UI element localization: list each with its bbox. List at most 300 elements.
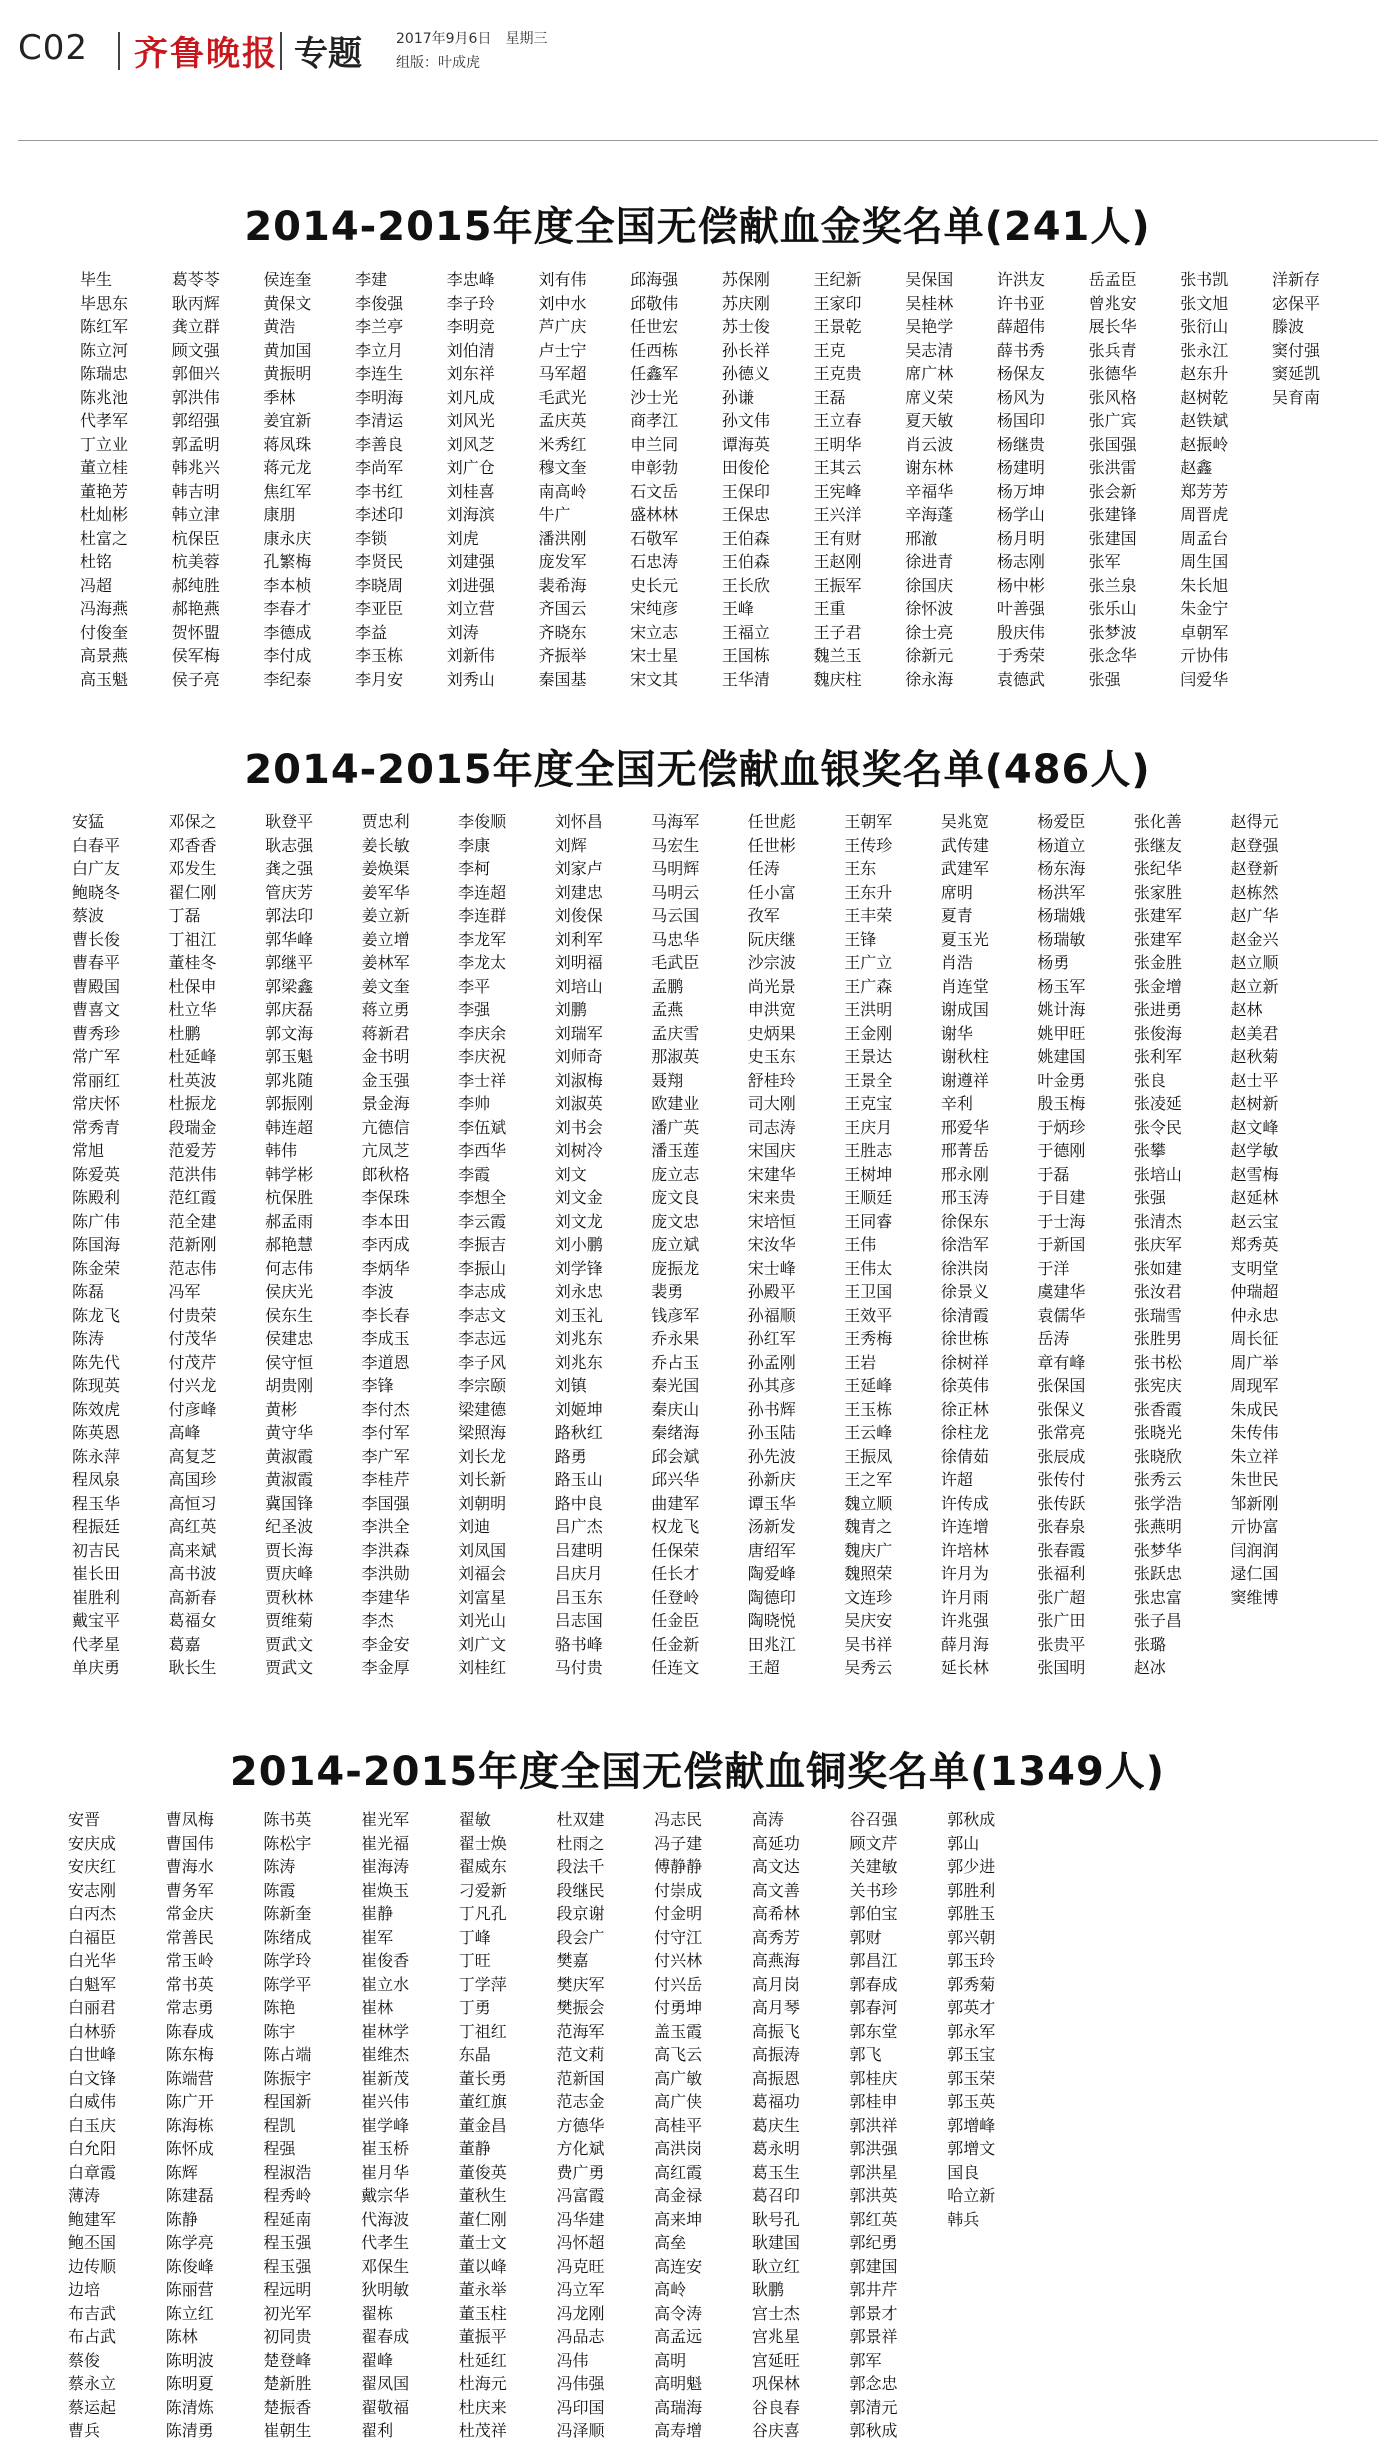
honoree-name: 杜富之 <box>80 528 129 548</box>
honoree-name: 方化斌 <box>556 2139 605 2158</box>
honoree-name: 王华清 <box>721 669 770 689</box>
honoree-name: 陈广开 <box>165 2092 214 2111</box>
honoree-name: 赵立新 <box>1230 976 1279 996</box>
honoree-name: 张建国 <box>1088 528 1137 548</box>
honoree-name: 贾忠利 <box>361 812 410 831</box>
honoree-name: 宋立志 <box>630 622 679 642</box>
honoree-name: 于新国 <box>1037 1235 1086 1254</box>
honoree-name: 亢德信 <box>361 1117 410 1137</box>
honoree-name: 陈现英 <box>72 1376 121 1395</box>
honoree-name: 郭文海 <box>265 1023 314 1043</box>
honoree-name: 常秀青 <box>72 1117 121 1137</box>
honoree-name: 郭继平 <box>265 953 314 972</box>
honoree-name: 郭绍强 <box>171 411 220 430</box>
honoree-name: 蔡永立 <box>68 2374 117 2393</box>
honoree-name: 张汝君 <box>1133 1282 1182 1301</box>
honoree-name: 张培山 <box>1133 1164 1182 1184</box>
honoree-name: 王重 <box>813 599 846 618</box>
honoree-name: 郭孟明 <box>171 434 220 454</box>
honoree-name: 布占武 <box>68 2327 117 2346</box>
honoree-name: 李强 <box>458 1000 491 1019</box>
honoree-name: 郭军 <box>849 2350 882 2370</box>
honoree-name: 王有财 <box>813 528 862 548</box>
honoree-name: 李霞 <box>458 1164 491 1184</box>
honoree-name: 蔡俊 <box>68 2350 101 2370</box>
honoree-name: 刘姬坤 <box>554 1399 603 1419</box>
honoree-name: 姜军华 <box>361 882 410 902</box>
honoree-name: 滕波 <box>1271 317 1304 336</box>
honoree-name: 高书波 <box>168 1564 217 1583</box>
honoree-name: 郭伯宝 <box>849 1904 898 1923</box>
honoree-name: 李春才 <box>263 599 312 618</box>
honoree-name: 张会新 <box>1088 481 1137 501</box>
honoree-name: 安志刚 <box>68 1880 117 1900</box>
honoree-name: 张良 <box>1133 1070 1166 1090</box>
honoree-name: 康朋 <box>263 505 296 524</box>
honoree-name: 高恒习 <box>168 1493 217 1513</box>
honoree-name: 徐柱龙 <box>940 1423 989 1442</box>
honoree-name: 王景全 <box>844 1070 893 1090</box>
honoree-name: 耿志强 <box>265 835 314 855</box>
honoree-name: 王朝军 <box>844 812 893 831</box>
honoree-name: 黄振明 <box>263 364 312 383</box>
honoree-name: 董红旗 <box>458 2092 507 2111</box>
honoree-name: 王卫国 <box>844 1282 893 1301</box>
honoree-name: 曹春平 <box>72 953 121 972</box>
honoree-name: 王克贵 <box>813 364 862 383</box>
honoree-name: 李玉栋 <box>355 646 404 665</box>
honoree-name: 庞发军 <box>538 552 587 571</box>
honoree-name: 岳涛 <box>1037 1329 1070 1348</box>
honoree-name: 范新刚 <box>168 1235 217 1254</box>
honoree-name: 孙其彦 <box>747 1376 796 1395</box>
honoree-name: 陈广伟 <box>72 1211 121 1231</box>
honoree-name: 宋培恒 <box>747 1211 796 1231</box>
honoree-name: 安庆成 <box>68 1833 117 1853</box>
honoree-name: 杨学山 <box>996 505 1045 524</box>
honoree-name: 刘辉 <box>554 835 587 855</box>
honoree-name: 庞文忠 <box>651 1211 700 1231</box>
honoree-name: 侯守恒 <box>265 1352 314 1372</box>
honoree-name: 姜立增 <box>361 929 410 949</box>
honoree-name: 陈学亮 <box>165 2233 214 2252</box>
honoree-name: 刘小鹏 <box>554 1235 603 1254</box>
honoree-name: 张清杰 <box>1133 1211 1182 1231</box>
honoree-name: 郭景才 <box>849 2303 898 2323</box>
honoree-name: 苏士俊 <box>721 317 770 336</box>
honoree-name: 樊嘉 <box>556 1951 589 1970</box>
honoree-name: 卢士宁 <box>538 340 587 360</box>
honoree-name: 李锁 <box>355 528 388 548</box>
honoree-name: 杜延峰 <box>168 1047 217 1066</box>
honoree-name: 曹海水 <box>165 1857 214 1876</box>
honoree-name: 孙先波 <box>747 1446 796 1466</box>
honoree-name: 付兴林 <box>654 1951 703 1970</box>
masthead-divider <box>280 32 282 70</box>
honoree-name: 郭飞 <box>849 2045 882 2064</box>
honoree-name: 崔朝生 <box>263 2421 312 2440</box>
honoree-name: 冯印国 <box>556 2397 605 2417</box>
honoree-name: 杨玉军 <box>1037 976 1086 996</box>
honoree-name: 朱立祥 <box>1230 1446 1279 1466</box>
honoree-name: 张国明 <box>1037 1658 1086 1677</box>
honoree-name: 付彦峰 <box>168 1399 217 1419</box>
honoree-name: 权龙飞 <box>651 1517 700 1536</box>
honoree-name: 孙文伟 <box>721 411 770 430</box>
honoree-name: 段京谢 <box>556 1904 605 1923</box>
honoree-name: 高岭 <box>654 2280 687 2299</box>
honoree-name: 孟鹏 <box>651 976 684 996</box>
honoree-name: 常玉岭 <box>165 1951 214 1970</box>
honoree-name: 刘家卢 <box>554 859 603 878</box>
honoree-name: 陈春成 <box>165 2021 214 2041</box>
honoree-name: 冯富霞 <box>556 2186 605 2205</box>
honoree-name: 陈清勇 <box>165 2421 214 2440</box>
honoree-name: 张书凯 <box>1180 270 1229 289</box>
honoree-name: 陈红军 <box>80 317 129 336</box>
honoree-name: 李建华 <box>361 1587 410 1607</box>
honoree-name: 郭洪英 <box>849 2186 898 2205</box>
honoree-name: 张庆军 <box>1133 1235 1182 1254</box>
honoree-name: 陈兆池 <box>80 387 129 407</box>
honoree-name: 李康 <box>458 835 491 855</box>
honoree-name: 仲永忠 <box>1230 1305 1279 1325</box>
honoree-name: 张念华 <box>1088 646 1137 665</box>
honoree-name: 陈海栋 <box>165 2115 214 2135</box>
honoree-name: 许连增 <box>940 1517 989 1536</box>
honoree-name: 夏天敏 <box>905 411 954 430</box>
honoree-name: 楚登峰 <box>263 2350 312 2370</box>
honoree-name: 付茂华 <box>168 1329 217 1348</box>
honoree-name: 李俊强 <box>355 293 404 313</box>
honoree-name: 郭增文 <box>947 2139 996 2158</box>
honoree-name: 徐英伟 <box>940 1376 989 1395</box>
honoree-name: 高令涛 <box>654 2303 703 2323</box>
honoree-name: 崔月华 <box>361 2162 410 2182</box>
honoree-name: 刘朝明 <box>458 1493 507 1513</box>
honoree-name: 路玉山 <box>554 1470 603 1489</box>
honoree-name: 杜庆来 <box>458 2397 507 2417</box>
honoree-name: 耿丙辉 <box>171 293 220 313</box>
honoree-name: 王伯森 <box>721 528 770 548</box>
honoree-name: 肖浩 <box>940 953 973 972</box>
honoree-name: 龚立群 <box>171 317 220 336</box>
honoree-name: 宋士星 <box>630 646 679 665</box>
honoree-name: 杜双建 <box>556 1810 605 1829</box>
honoree-name: 李想全 <box>458 1188 507 1207</box>
honoree-name: 范全建 <box>168 1211 217 1231</box>
honoree-name: 李伍斌 <box>458 1117 507 1137</box>
honoree-name: 叶金勇 <box>1037 1070 1086 1090</box>
honoree-name: 张辰成 <box>1037 1446 1086 1466</box>
honoree-name: 张进勇 <box>1133 1000 1182 1019</box>
honoree-name: 高振恩 <box>751 2068 800 2088</box>
honoree-name: 李清运 <box>355 411 404 430</box>
honoree-name: 李西华 <box>458 1141 507 1160</box>
honoree-name: 张强 <box>1088 669 1121 689</box>
honoree-name: 王伟 <box>844 1235 877 1254</box>
honoree-name: 翟春成 <box>361 2327 410 2346</box>
honoree-name: 刘文龙 <box>554 1211 603 1231</box>
honoree-name: 高文善 <box>751 1880 800 1900</box>
honoree-name: 董立桂 <box>80 458 129 477</box>
honoree-name: 杜雨之 <box>556 1833 605 1853</box>
honoree-name: 李振吉 <box>458 1235 507 1254</box>
honoree-name: 马海军 <box>651 812 700 831</box>
honoree-name: 程远明 <box>263 2280 312 2299</box>
honoree-name: 郭秋成 <box>947 1810 996 1829</box>
honoree-name: 丁旺 <box>458 1951 491 1970</box>
honoree-name: 蒋立勇 <box>361 1000 410 1019</box>
honoree-name: 裴勇 <box>651 1282 684 1301</box>
honoree-name: 任金新 <box>651 1634 700 1654</box>
honoree-name: 赵得元 <box>1230 812 1279 831</box>
honoree-name: 李书红 <box>355 481 404 501</box>
honoree-name: 李立月 <box>355 340 404 360</box>
honoree-name: 刘淑英 <box>554 1094 603 1113</box>
honoree-name: 崔新茂 <box>361 2068 410 2088</box>
honoree-name: 耿登平 <box>265 812 314 831</box>
honoree-name: 韩学彬 <box>265 1164 314 1184</box>
honoree-name: 范海军 <box>556 2021 605 2041</box>
honoree-name: 狄明敏 <box>361 2280 410 2299</box>
honoree-name: 杜延红 <box>458 2350 507 2370</box>
honoree-name: 郭红英 <box>849 2209 898 2229</box>
honoree-name: 张晓光 <box>1133 1423 1182 1442</box>
honoree-name: 李丙成 <box>361 1235 410 1254</box>
honoree-name: 许超 <box>940 1470 973 1489</box>
honoree-name: 薛超伟 <box>996 317 1045 336</box>
honoree-name: 葛召印 <box>751 2186 800 2205</box>
honoree-name: 高明 <box>654 2350 687 2370</box>
honoree-name: 安庆红 <box>68 1857 117 1876</box>
honoree-name: 陈学玲 <box>263 1951 312 1970</box>
honoree-name: 任世宏 <box>630 317 679 336</box>
honoree-name: 王效平 <box>844 1305 893 1325</box>
honoree-name: 任金臣 <box>651 1611 700 1630</box>
honoree-name: 王子君 <box>813 622 862 642</box>
honoree-name: 董振平 <box>458 2327 507 2346</box>
honoree-name: 高红英 <box>168 1517 217 1536</box>
honoree-name: 丁学萍 <box>458 1974 507 1994</box>
honoree-name: 张春霞 <box>1037 1540 1086 1560</box>
honoree-name: 葛永明 <box>751 2139 800 2158</box>
honoree-name: 张跃忠 <box>1133 1564 1182 1583</box>
honoree-name: 梁建德 <box>458 1399 507 1419</box>
honoree-name: 韩立津 <box>171 505 220 524</box>
honoree-name: 白文锋 <box>68 2068 117 2088</box>
honoree-name: 赵树新 <box>1230 1094 1279 1113</box>
honoree-name: 席明 <box>940 882 973 902</box>
honoree-name: 赵广华 <box>1230 906 1279 925</box>
honoree-name: 尚光景 <box>747 976 796 996</box>
honoree-name: 郝艳慧 <box>265 1235 314 1254</box>
honoree-name: 陈学平 <box>263 1974 312 1994</box>
honoree-name: 申兰同 <box>630 434 679 454</box>
honoree-name: 刘怀昌 <box>554 812 603 831</box>
honoree-name: 高孟远 <box>654 2327 703 2346</box>
honoree-name: 吴保国 <box>905 270 954 289</box>
honoree-name: 谷庆喜 <box>751 2421 800 2440</box>
honoree-name: 董静 <box>458 2139 491 2158</box>
honoree-name: 杨东海 <box>1037 859 1086 878</box>
honoree-name: 郭洪强 <box>849 2139 898 2158</box>
header-rule <box>18 140 1378 141</box>
honoree-name: 崔兴伟 <box>361 2092 410 2111</box>
honoree-name: 赵立顺 <box>1230 953 1279 972</box>
honoree-name: 翟士焕 <box>458 1833 507 1853</box>
honoree-name: 曲建军 <box>651 1493 700 1513</box>
honoree-name: 张凌延 <box>1133 1094 1182 1113</box>
honoree-name: 冯军 <box>168 1282 201 1301</box>
honoree-name: 高峰 <box>168 1423 201 1442</box>
honoree-name: 孙红军 <box>747 1329 796 1348</box>
honoree-name: 赵登强 <box>1230 835 1279 855</box>
gold-list-title: 2014-2015年度全国无偿献血金奖名单(241人) <box>244 204 1151 250</box>
honoree-name: 朱金宁 <box>1180 599 1229 618</box>
honoree-name: 梁照海 <box>458 1423 507 1442</box>
honoree-name: 高文达 <box>751 1857 800 1876</box>
honoree-name: 曾兆安 <box>1088 293 1137 313</box>
honoree-name: 李述印 <box>355 505 404 524</box>
issue-date: 2017年9月6日 星期三 <box>396 31 548 47</box>
honoree-name: 王峰 <box>721 599 754 618</box>
honoree-name: 王玉栋 <box>844 1399 893 1419</box>
honoree-name: 李桂芹 <box>361 1470 410 1489</box>
honoree-name: 冯品志 <box>556 2327 605 2346</box>
honoree-name: 付兴龙 <box>168 1376 217 1395</box>
honoree-name: 黄淑霞 <box>265 1470 314 1489</box>
honoree-name: 李忠峰 <box>446 270 495 289</box>
honoree-name: 申彰勃 <box>630 458 679 477</box>
honoree-name: 崔林 <box>361 1998 394 2017</box>
honoree-name: 郭振刚 <box>265 1094 314 1113</box>
honoree-name: 杜鹏 <box>168 1023 201 1043</box>
honoree-name: 常广军 <box>72 1047 121 1066</box>
honoree-name: 代孝星 <box>72 1634 121 1654</box>
honoree-name: 亢凤芝 <box>361 1141 410 1160</box>
honoree-name: 韩伟 <box>265 1141 298 1160</box>
honoree-name: 张建军 <box>1133 906 1182 925</box>
honoree-name: 袁德武 <box>996 669 1045 689</box>
honoree-name: 米秀红 <box>538 434 587 454</box>
honoree-name: 李晓周 <box>355 575 404 595</box>
honoree-name: 孙福顺 <box>747 1305 796 1325</box>
honoree-name: 崔光军 <box>361 1810 410 1829</box>
honoree-name: 陈绪成 <box>263 1927 312 1947</box>
honoree-name: 代孝军 <box>80 411 129 430</box>
honoree-name: 辛利 <box>940 1094 973 1113</box>
honoree-name: 殷玉梅 <box>1037 1094 1086 1113</box>
honoree-name: 李振山 <box>458 1258 507 1278</box>
honoree-name: 刘新伟 <box>446 646 495 665</box>
honoree-name: 崔立水 <box>361 1974 410 1994</box>
honoree-name: 亓协富 <box>1230 1517 1279 1536</box>
honoree-name: 任世彪 <box>747 812 796 831</box>
honoree-name: 曹国伟 <box>165 1833 214 1853</box>
honoree-name: 白丙杰 <box>68 1904 117 1923</box>
honoree-name: 黄守华 <box>265 1423 314 1442</box>
honoree-name: 王兴洋 <box>813 505 862 524</box>
honoree-name: 郭洪星 <box>849 2162 898 2182</box>
honoree-name: 刘师奇 <box>554 1047 603 1066</box>
honoree-name: 刘立营 <box>446 599 495 618</box>
honoree-name: 高桂平 <box>654 2115 703 2135</box>
honoree-name: 董以峰 <box>458 2256 507 2276</box>
honoree-name: 安晋 <box>68 1810 101 1829</box>
honoree-name: 高月岗 <box>751 1974 800 1994</box>
honoree-name: 卓朝军 <box>1180 622 1229 642</box>
honoree-name: 殷庆伟 <box>996 622 1045 642</box>
honoree-name: 聂翔 <box>651 1070 684 1090</box>
honoree-name: 何志伟 <box>265 1258 314 1278</box>
honoree-name: 程国新 <box>263 2092 312 2111</box>
honoree-name: 刘广仓 <box>446 458 495 477</box>
honoree-name: 宫士杰 <box>751 2303 800 2323</box>
honoree-name: 刘兆东 <box>554 1329 603 1348</box>
honoree-name: 姚计海 <box>1037 1000 1086 1019</box>
honoree-name: 薛月海 <box>940 1634 989 1654</box>
honoree-name: 高月琴 <box>751 1998 800 2017</box>
honoree-name: 初吉民 <box>72 1540 121 1560</box>
honoree-name: 邱兴华 <box>651 1470 700 1489</box>
honoree-name: 王广立 <box>844 953 893 972</box>
honoree-name: 潘广英 <box>651 1117 700 1137</box>
honoree-name: 李波 <box>361 1282 394 1301</box>
honoree-name: 刘淑梅 <box>554 1070 603 1090</box>
honoree-name: 宫兆星 <box>751 2327 800 2346</box>
honoree-name: 于洋 <box>1037 1258 1070 1278</box>
honoree-name: 张春泉 <box>1037 1517 1086 1536</box>
honoree-name: 李洪森 <box>361 1540 410 1560</box>
honoree-name: 曹兵 <box>68 2421 101 2440</box>
honoree-name: 李亚臣 <box>355 599 404 618</box>
honoree-name: 武建军 <box>940 859 989 878</box>
honoree-name: 吕玉东 <box>554 1587 603 1607</box>
honoree-name: 曹长俊 <box>72 929 121 949</box>
honoree-name: 董金昌 <box>458 2115 507 2135</box>
honoree-name: 庞振龙 <box>651 1258 700 1278</box>
honoree-name: 陈振宇 <box>263 2068 312 2088</box>
honoree-name: 冯志民 <box>654 1810 703 1829</box>
honoree-name: 窦延凯 <box>1271 364 1320 383</box>
honoree-name: 杨道立 <box>1037 835 1086 855</box>
honoree-name: 李金厚 <box>361 1658 410 1677</box>
honoree-name: 刘桂喜 <box>446 481 495 501</box>
honoree-name: 陈立红 <box>165 2303 214 2323</box>
honoree-name: 王景乾 <box>813 317 862 336</box>
honoree-name: 白福臣 <box>68 1927 117 1947</box>
honoree-name: 程秀岭 <box>263 2186 312 2205</box>
honoree-name: 张建军 <box>1133 929 1182 949</box>
honoree-name: 冯立军 <box>556 2280 605 2299</box>
honoree-name: 孙玉陆 <box>747 1423 796 1442</box>
honoree-name: 贾武文 <box>265 1658 314 1677</box>
honoree-name: 郭玉荣 <box>947 2068 996 2088</box>
honoree-name: 赵延林 <box>1230 1188 1279 1207</box>
honoree-name: 崔俊香 <box>361 1951 410 1970</box>
honoree-name: 张永江 <box>1180 340 1229 360</box>
honoree-name: 马忠华 <box>651 929 700 949</box>
honoree-name: 周长征 <box>1230 1329 1279 1348</box>
honoree-name: 李付杰 <box>361 1399 410 1419</box>
honoree-name: 李建 <box>355 270 388 289</box>
honoree-name: 赵学敏 <box>1230 1141 1279 1160</box>
honoree-name: 李国强 <box>361 1493 410 1513</box>
honoree-name: 刘中水 <box>538 293 587 313</box>
honoree-name: 李连超 <box>458 882 507 902</box>
honoree-name: 张化善 <box>1133 812 1182 831</box>
